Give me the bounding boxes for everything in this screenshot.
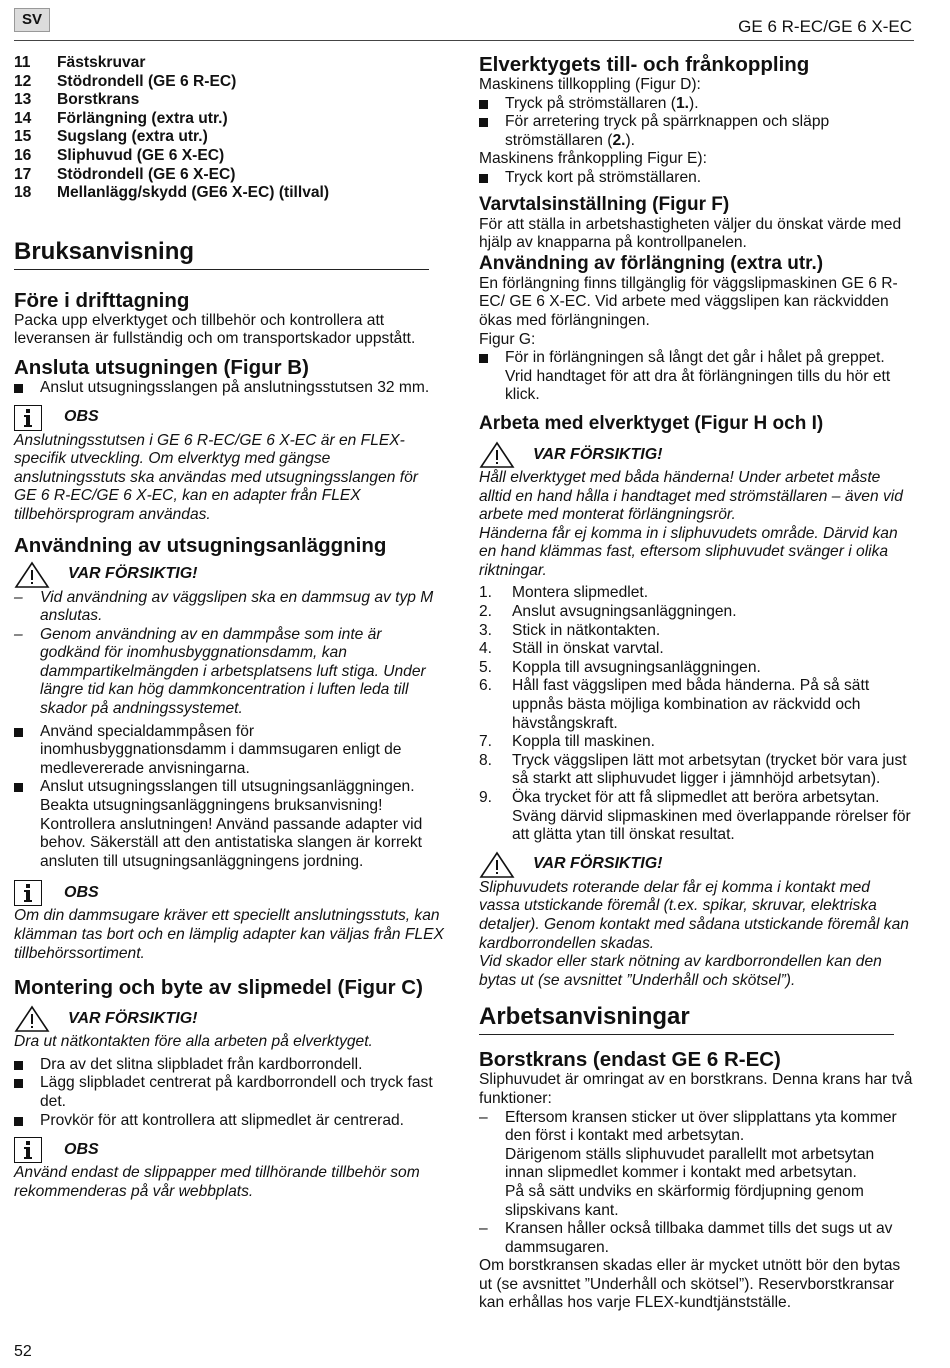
bullet-icon	[479, 169, 505, 188]
list-item	[479, 95, 913, 114]
dash-bullet	[479, 1220, 505, 1257]
bullet-text: Lägg slipbladet centrerat på kardborrondell och tryck fast det.	[40, 1074, 433, 1110]
part-number: 14	[14, 109, 32, 127]
paragraph: Figur G:	[479, 330, 536, 348]
paragraph: Maskinens tillkoppling (Figur D):	[479, 76, 701, 93]
list-item	[479, 349, 913, 405]
warning-text: Sliphuvudets roterande delar får ej komma i kontakt med vassa utstickande föremål (t.ex. spikar, skruvar, elektriska detaljer). Genom kontakt med sådana utstickande föremål kan kardborrondellen skadas.	[479, 878, 909, 952]
list-item	[479, 1220, 913, 1257]
warning-label: VAR FÖRSIKTIG!	[533, 855, 663, 873]
warning-text: Vid skador eller stark nötning av kardborrondellen kan den bytas ut (se avsnittet ”Underhåll och skötsel”).	[479, 953, 882, 989]
list-item	[14, 73, 444, 92]
part-number: 11	[14, 54, 31, 71]
part-name: Sugslang (extra utr.)	[57, 128, 208, 146]
list-item	[14, 110, 444, 129]
warning-header	[14, 1005, 444, 1033]
page-number: 52	[14, 1343, 32, 1360]
obs-text: Om din dammsugare kräver ett speciellt anslutningsstuts, kan klämman tas bort och en lämplig adapter kan väljas från FLEX tillbehörssortiment.	[14, 907, 444, 962]
step-number: 6.	[479, 677, 493, 695]
warning-label: VAR FÖRSIKTIG!	[68, 1009, 198, 1027]
list-item	[479, 113, 913, 150]
heading-ansluta-utsugningen: Ansluta utsugningen (Figur B)	[14, 355, 309, 379]
warning-text: Håll elverktyget med båda händerna! Under arbetet måste alltid en hand hålla i handtaget med strömställaren – även vid arbete med monterat förlängningsrör.	[479, 468, 903, 524]
step-text: Stick in nätkontakten.	[512, 621, 661, 639]
left-column	[14, 54, 444, 1201]
heading-fore-drifttagning: Före i drifttagning	[14, 288, 190, 312]
info-icon	[14, 405, 42, 431]
heading-bruksanvisning: Bruksanvisning	[14, 239, 429, 270]
paragraph: En förlängning finns tillgänglig för väggslipmaskinen GE 6 R-EC/ GE 6 X-EC. Vid arbete med väggslipen kan räckvidden ökas med förlängningen.	[479, 274, 898, 329]
warning-icon	[479, 441, 515, 469]
heading-arbetsanvisningar: Arbetsanvisningar	[479, 1004, 894, 1035]
heading-till-franskoppling: Elverktygets till- och frånkoppling	[479, 53, 810, 76]
step-text: Håll fast väggslipen med båda händerna. På så sätt uppnås bästa möjliga kombination av räckvidd och hävstångskraft.	[512, 677, 870, 732]
list-item	[14, 184, 444, 203]
parts-list	[14, 54, 444, 203]
bullet-icon	[14, 379, 40, 398]
obs-note-header	[14, 404, 444, 432]
step-number: 7.	[479, 733, 493, 751]
list-item	[479, 584, 913, 603]
heading-anvandning-utsugningsanlaggning: Användning av utsugningsanläggning	[14, 533, 387, 557]
obs-note-header	[14, 1136, 444, 1164]
text-run: ).	[689, 94, 699, 112]
list-item	[14, 589, 444, 626]
bullet-icon	[479, 349, 505, 405]
part-name: Sliphuvud (GE 6 X-EC)	[57, 146, 225, 164]
text-run-bold: 1.	[676, 94, 690, 112]
bullet-icon	[14, 778, 40, 871]
part-number: 12	[14, 72, 32, 90]
step-text: Tryck väggslipen lätt mot arbetsytan (trycket bör vara just så starkt att sliphuvudet ligger i jämnhöjd arbetsytan).	[512, 751, 907, 788]
text-run: Därigenom ställs sliphuvudet parallellt mot arbetsytan innan slipmedlet kommer i kontakt med arbetsytan.	[505, 1145, 875, 1182]
obs-label: OBS	[64, 408, 99, 426]
paragraph: För att ställa in arbetshastigheten väljer du önskat värde med hjälp av knapparna på kontrollpanelen.	[479, 215, 902, 252]
right-column	[479, 54, 913, 1313]
text-run: På så sätt undviks en skärformig fördjupning genom slipskivans kant.	[505, 1182, 864, 1219]
step-number: 1.	[479, 584, 493, 602]
list-item	[479, 752, 913, 789]
list-item	[14, 1074, 444, 1111]
part-number: 16	[14, 146, 32, 164]
part-number: 15	[14, 128, 32, 146]
heading-montering-slipmedel: Montering och byte av slipmedel (Figur C)	[14, 976, 423, 1000]
part-name: Fästskruvar	[57, 54, 146, 71]
text-run: ).	[625, 131, 635, 149]
step-number: 3.	[479, 621, 493, 639]
bullet-text	[505, 1109, 913, 1221]
bullet-text: Använd specialdammpåsen för inomhusbyggnationsdamm i dammsugaren enligt de medlevererade anvisningarna.	[40, 722, 402, 777]
bullet-icon	[479, 113, 505, 150]
step-text: Öka trycket för att få slipmedlet att beröra arbetsytan. Sväng därvid slipmaskinen med överlappande rörelser för att glätta ytan till önskat resultat.	[512, 789, 911, 844]
list-item	[14, 166, 444, 185]
bullet-text: Anslut utsugningsslangen till utsugningsanläggningen. Beakta utsugningsanläggningens bruksanvisning! Kontrollera anslutningen! Använd passande adapter vid behov. Säkerställ att den antistatiska slangen är korrekt ansluten till utsugningsanläggningens jordning.	[40, 778, 423, 870]
step-text: Montera slipmedlet.	[512, 584, 649, 602]
paragraph: Packa upp elverktyget och tillbehör och kontrollera att leveransen är fullständig och om transportskador uppstått.	[14, 311, 416, 348]
dash-bullet	[14, 626, 40, 719]
list-item	[479, 789, 913, 845]
obs-label: OBS	[64, 1140, 99, 1158]
step-number: 2.	[479, 603, 493, 621]
warning-text: Dra ut nätkontakten före alla arbeten på elverktyget.	[14, 1033, 373, 1051]
bullet-text: Provkör för att kontrollera att slipmedlet är centrerad.	[40, 1111, 405, 1129]
text-run: Tryck på strömställaren (	[505, 94, 676, 112]
obs-text: Anslutningsstutsen i GE 6 R-EC/GE 6 X-EC är en FLEX-specifik utveckling. Om elverktyg med gängse anslutningsstuts ska användas med utsugningsslangen för GE 6 R-EC/GE 6 X-EC, kan en adapter från FLEX tillbehörsprogram användas.	[14, 431, 418, 523]
paragraph: Om borstkransen skadas eller är mycket utnött bör den bytas ut (se avsnittet ”Underhåll och skötsel”). Reservborstkransar kan erhållas hos varje FLEX-kundtjänstställe.	[479, 1257, 901, 1312]
paragraph: Sliphuvudet är omringat av en borstkrans. Denna krans har två funktioner:	[479, 1071, 913, 1107]
part-number: 18	[14, 184, 32, 202]
bullet-text: Dra av det slitna slipbladet från kardborrondell.	[40, 1055, 363, 1073]
obs-text: Använd endast de slippapper med tillhörande tillbehör som rekommenderas på vår webbplats.	[14, 1164, 420, 1200]
list-item	[479, 659, 913, 678]
bullet-text: För in förlängningen så långt det går i hålet på greppet. Vrid handtaget för att dra åt förlängningen tills du hör ett klick.	[505, 349, 891, 404]
warning-label: VAR FÖRSIKTIG!	[68, 565, 198, 583]
warning-header	[479, 851, 913, 879]
bullet-text	[505, 95, 699, 114]
heading-varvtalsinstallning: Varvtalsinställning (Figur F)	[479, 193, 730, 215]
step-text: Ställ in önskat varvtal.	[512, 640, 664, 658]
bullet-icon	[479, 95, 505, 114]
step-text: Koppla till avsugningsanläggningen.	[512, 658, 761, 676]
text-run-bold: 2.	[612, 131, 626, 149]
step-number: 5.	[479, 658, 493, 676]
obs-label: OBS	[64, 884, 99, 902]
list-item	[479, 733, 913, 752]
warning-text: Händerna får ej komma in i sliphuvudets område. Därvid kan en hand klämmas fast, eftersom sliphuvudet svänger i olika riktningar.	[479, 524, 898, 579]
part-name: Stödrondell (GE 6 R-EC)	[57, 72, 237, 90]
warning-icon	[479, 851, 515, 879]
info-icon	[14, 880, 42, 906]
bullet-icon	[14, 723, 40, 779]
list-item	[14, 778, 444, 871]
part-number: 17	[14, 165, 32, 183]
bullet-icon	[14, 1112, 40, 1131]
header-rule	[14, 40, 914, 41]
heading-forlangning: Användning av förlängning (extra utr.)	[479, 252, 824, 274]
part-number: 13	[14, 91, 32, 109]
step-number: 4.	[479, 640, 493, 658]
list-item	[14, 626, 444, 719]
info-icon	[14, 1137, 42, 1163]
part-name: Stödrondell (GE 6 X-EC)	[57, 165, 236, 183]
warning-icon	[14, 561, 50, 589]
bullet-text: Vid användning av väggslipen ska en dammsug av typ M anslutas.	[40, 588, 434, 625]
bullet-text: Genom användning av en dammpåse som inte är godkänd för inomhusbyggnationsdamm, kan dammpartikelmängden i arbetsplatsens luft stiga. Under längre tid kan hög dammkoncentration i luften leda till skador på andningssystemet.	[40, 625, 426, 718]
step-number: 8.	[479, 751, 493, 769]
bullet-text: Tryck kort på strömställaren.	[505, 168, 702, 186]
list-item	[14, 723, 444, 779]
list-item	[479, 1109, 913, 1221]
warning-header	[479, 441, 913, 469]
bullet-text: Kransen håller också tillbaka dammet tills det sugs ut av dammsugaren.	[505, 1220, 893, 1256]
model-title: GE 6 R-EC/GE 6 X-EC	[738, 17, 912, 36]
list-item	[479, 677, 913, 733]
text-run: Eftersom kransen sticker ut över slipplattans yta kommer den först i kontakt med arbetsytan.	[505, 1108, 897, 1145]
list-item	[14, 128, 444, 147]
warning-label: VAR FÖRSIKTIG!	[533, 445, 663, 463]
paragraph: Maskinens frånkoppling Figur E):	[479, 150, 707, 168]
step-text: Anslut avsugningsanläggningen.	[512, 603, 737, 621]
heading-borstkrans: Borstkrans (endast GE 6 R-EC)	[479, 1048, 781, 1072]
part-name: Förlängning (extra utr.)	[57, 109, 228, 127]
bullet-icon	[14, 1056, 40, 1075]
part-name: Borstkrans	[57, 91, 140, 109]
language-badge: SV	[14, 8, 50, 32]
list-item	[14, 1112, 444, 1131]
dash-bullet	[14, 589, 40, 626]
bullet-text	[505, 113, 913, 150]
list-item	[14, 1056, 444, 1075]
obs-note-header	[14, 879, 444, 907]
list-item	[479, 169, 913, 188]
bullet-icon	[14, 1074, 40, 1111]
list-item	[14, 379, 444, 398]
list-item	[14, 91, 444, 110]
step-text: Koppla till maskinen.	[512, 733, 656, 751]
part-name: Mellanlägg/skydd (GE6 X-EC) (tillval)	[57, 184, 330, 202]
list-item	[479, 603, 913, 622]
warning-header	[14, 561, 444, 589]
step-number: 9.	[479, 789, 493, 806]
warning-icon	[14, 1005, 50, 1033]
list-item	[479, 640, 913, 659]
list-item	[14, 54, 444, 73]
bullet-text: Anslut utsugningsslangen på anslutningsstutsen 32 mm.	[40, 378, 430, 396]
list-item	[14, 147, 444, 166]
text-run: För arretering tryck på spärrknappen och släpp strömställaren (	[505, 113, 830, 149]
list-item	[479, 622, 913, 641]
heading-arbeta-med-elverktyget: Arbeta med elverktyget (Figur H och I)	[479, 412, 824, 434]
dash-bullet	[479, 1109, 505, 1221]
